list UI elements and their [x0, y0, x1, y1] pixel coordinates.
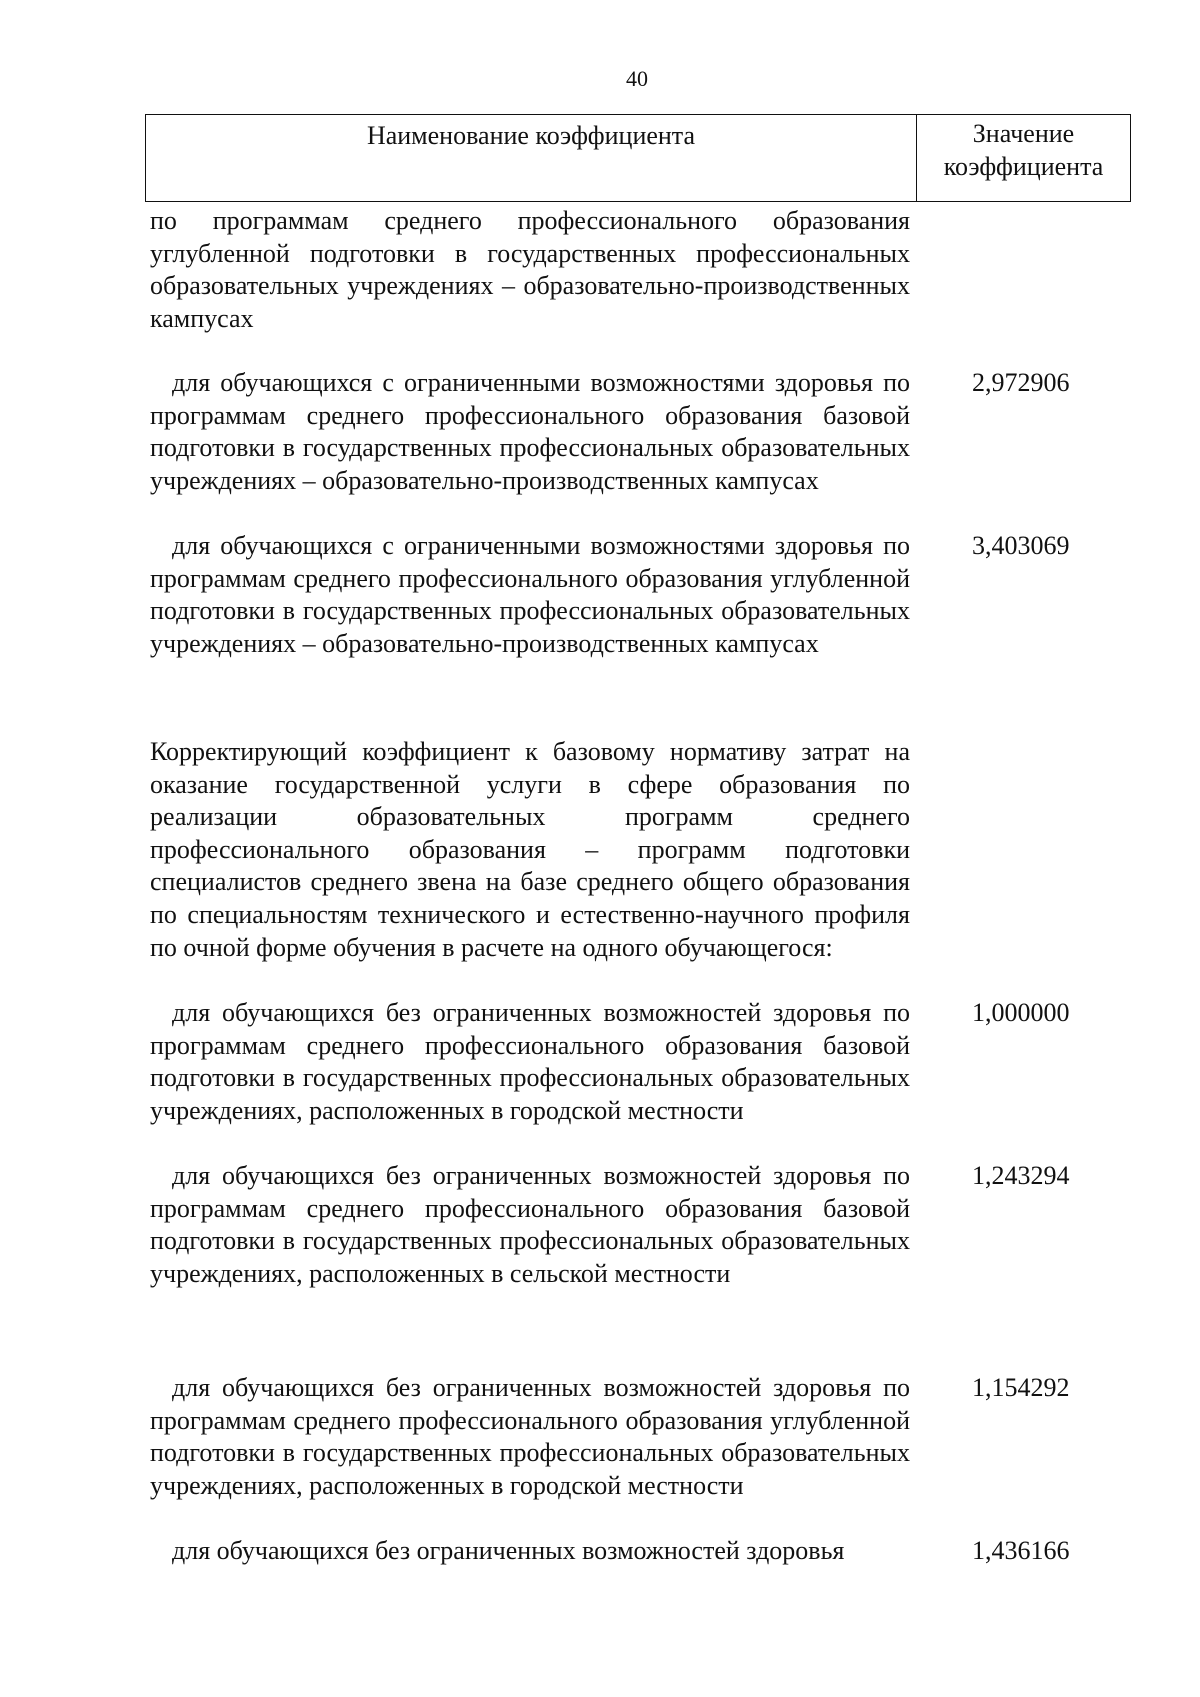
row-2-value: 3,403069 [972, 531, 1070, 560]
row-4-text: для обучающихся без ограниченных возможностей здоровья по программам среднего профессионального образования базовой подготовки в государственных профессиональных образовательных учреждениях, расположенных в городской местности [150, 998, 910, 1125]
header-value-line1: Значение [972, 119, 1075, 148]
row-1-value: 2,972906 [972, 368, 1070, 397]
page-number: 40 [626, 66, 648, 91]
row-0-text: по программам среднего профессионального образования углубленной подготовки в государственных профессиональных образовательных учреждениях – образовательно-производственных кампусах [150, 206, 910, 333]
row-7-text: для обучающихся без ограниченных возможностей здоровья [172, 1536, 845, 1565]
header-coefficient-value [917, 115, 1130, 201]
row-2-text: для обучающихся с ограниченными возможностями здоровья по программам среднего профессионального образования углубленной подготовки в государственных профессиональных образовательных учреждениях – образовательно-производственных кампусах [150, 531, 910, 658]
header-coefficient-name: Наименование коэффициента [146, 115, 917, 201]
header-value-line2: коэффициента [943, 152, 1104, 181]
row-1-text: для обучающихся с ограниченными возможностями здоровья по программам среднего профессионального образования базовой подготовки в государственных профессиональных образовательных учреждениях – образовательно-производственных кампусах [150, 368, 910, 495]
row-6-value: 1,154292 [972, 1373, 1070, 1402]
row-6-text: для обучающихся без ограниченных возможностей здоровья по программам среднего профессионального образования углубленной подготовки в государственных профессиональных образовательных учреждениях, расположенных в городской местности [150, 1373, 910, 1500]
table-header [145, 114, 1131, 202]
row-7-value: 1,436166 [972, 1536, 1070, 1565]
row-4-value: 1,000000 [972, 998, 1070, 1027]
row-5-value: 1,243294 [972, 1161, 1070, 1190]
row-5-text: для обучающихся без ограниченных возможностей здоровья по программам среднего профессионального образования базовой подготовки в государственных профессиональных образовательных учреждениях, расположенных в сельской местности [150, 1161, 910, 1288]
row-3-text: Корректирующий коэффициент к базовому нормативу затрат на оказание государственной услуги в сфере образования по реализации образовательных программ среднего профессионального образования – программ подготовки специалистов среднего звена на базе среднего общего образования по специальностям технического и естественно-научного профиля по очной форме обучения в расчете на одного обучающегося: [150, 737, 910, 962]
